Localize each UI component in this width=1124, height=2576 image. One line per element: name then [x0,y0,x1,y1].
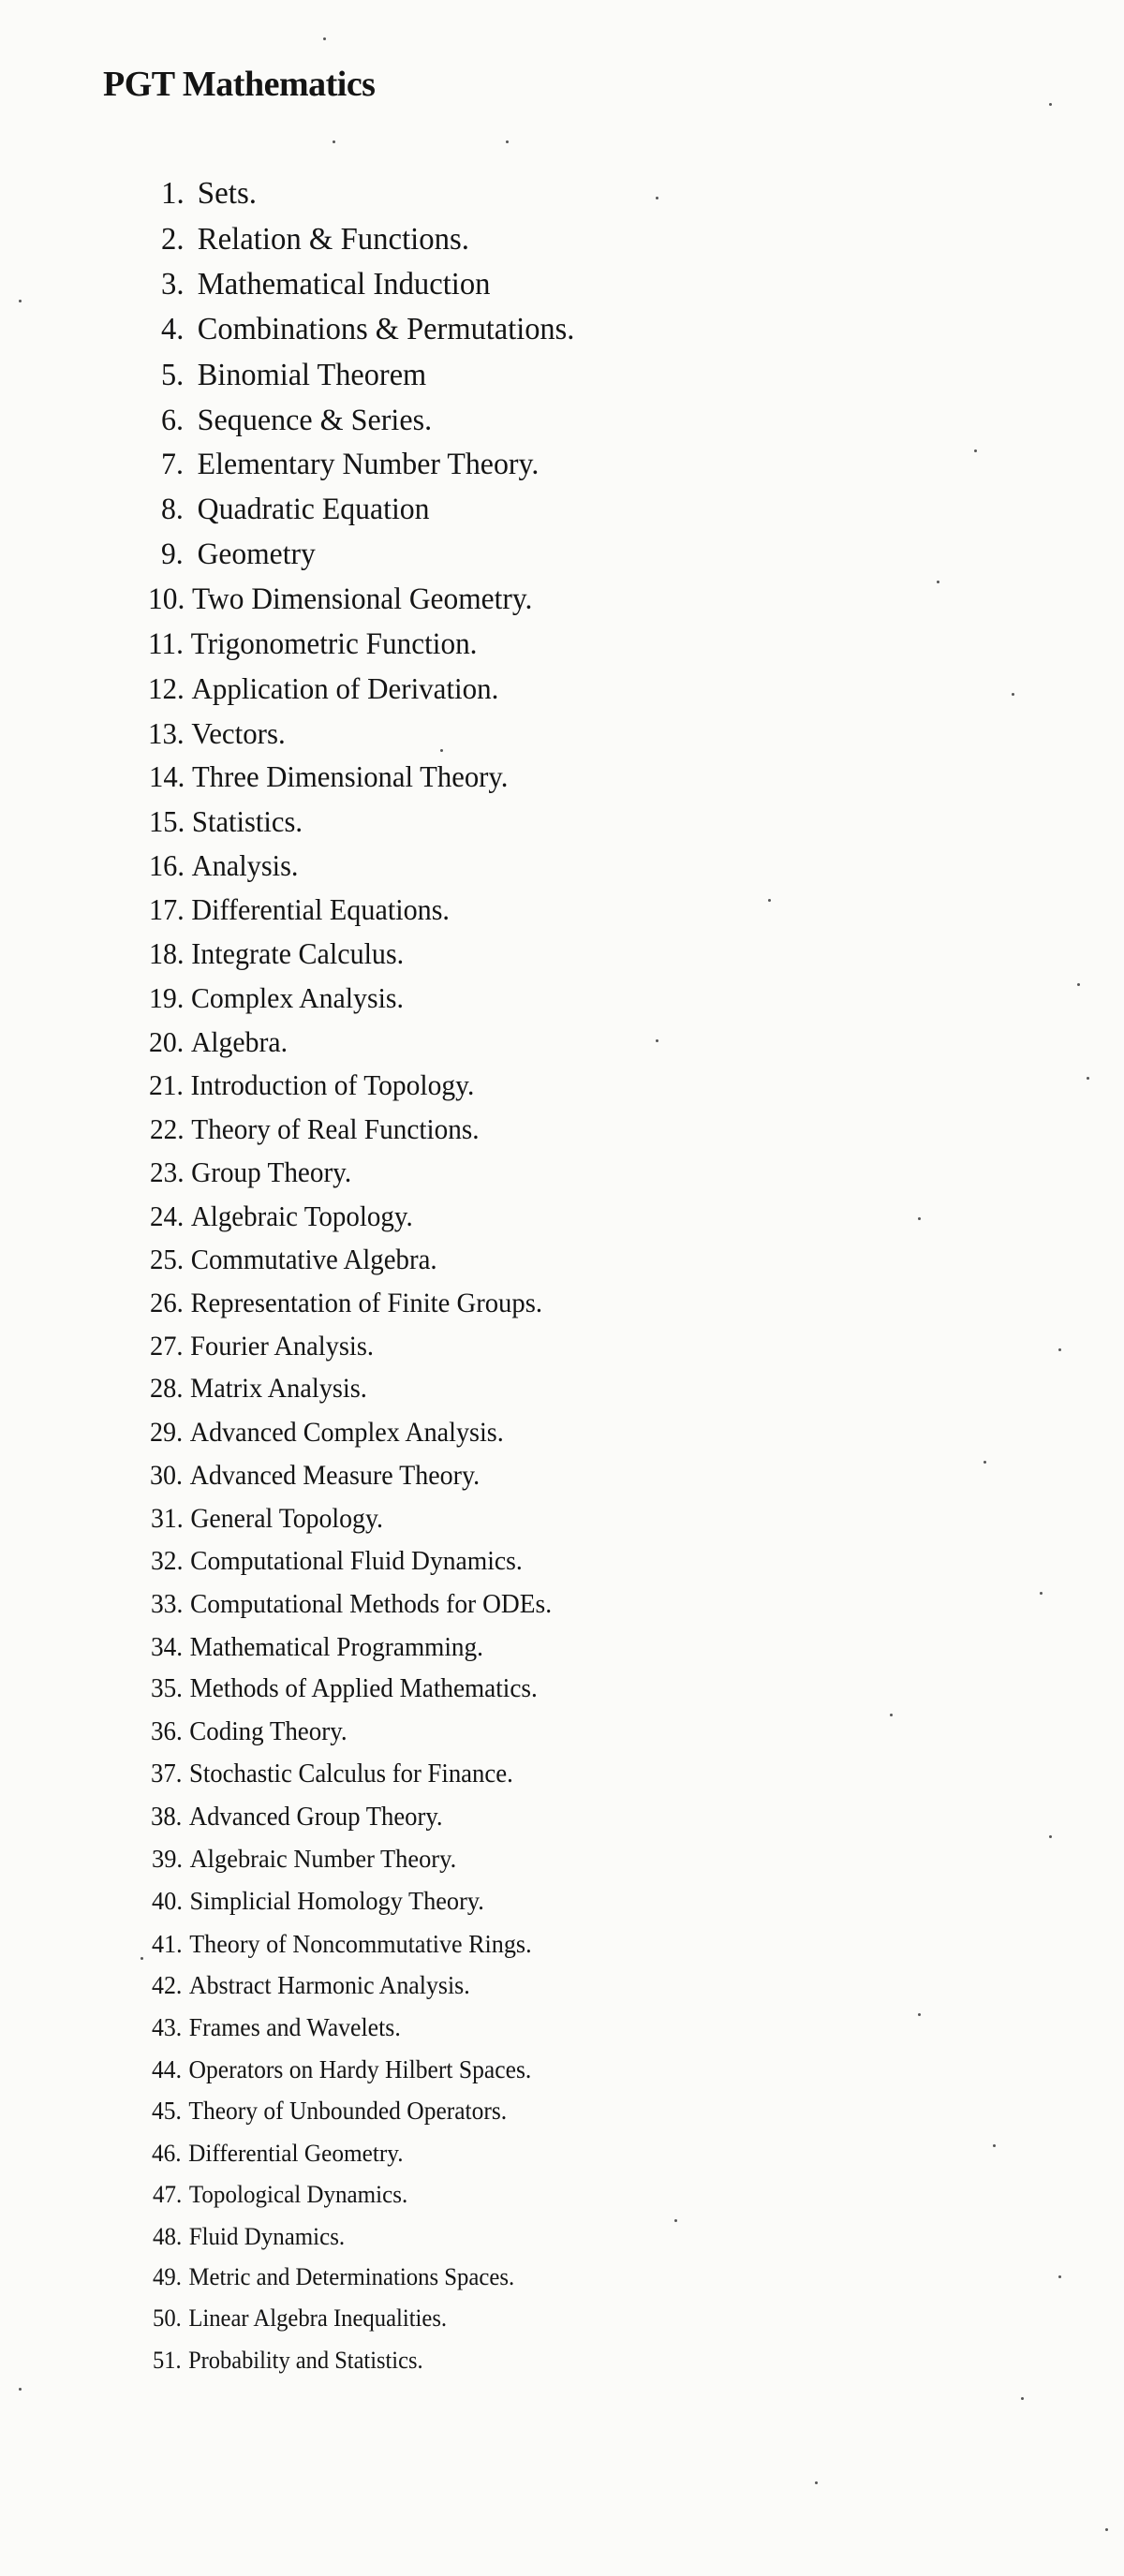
topic-number: 49. [153,2263,182,2290]
topic-number: 1. [161,176,185,211]
scan-speck [984,1461,986,1464]
topic-label: Fluid Dynamics. [188,2222,346,2250]
scan-speck [674,2219,677,2222]
topic-number: 4. [161,312,185,346]
topic-label: Complex Analysis. [190,981,404,1014]
topic-label: Theory of Unbounded Operators. [188,2097,508,2125]
topic-number: 25. [150,1244,185,1275]
topic-number: 33. [151,1589,184,1619]
topic-item [149,851,299,881]
topic-item [150,1376,367,1404]
topic-item [150,1463,480,1490]
topic-label: Stochastic Calculus for Finance. [188,1759,513,1788]
topic-number: 46. [152,2139,182,2167]
scan-speck [1049,103,1052,106]
scan-speck [656,1039,658,1042]
topic-label: Elementary Number Theory. [197,448,540,481]
topic-label: Algebraic Topology. [190,1200,413,1232]
topic-label: Topological Dynamics. [188,2180,408,2208]
topic-item [161,539,316,570]
topic-number: 37. [151,1759,183,1788]
topic-item [152,1973,470,1998]
topic-item [161,178,257,210]
topic-number: 3. [161,267,185,302]
topic-label: Sets. [197,176,258,211]
topic-number: 45. [152,2097,182,2125]
topic-number: 48. [153,2222,183,2250]
topic-item [148,584,532,615]
topic-number: 26. [150,1288,184,1318]
topic-item [161,314,574,346]
topic-item [150,1245,437,1273]
topic-label: Computational Methods for ODEs. [189,1589,553,1619]
topic-label: Introduction of Topology. [190,1069,475,1101]
topic-label: Fourier Analysis. [190,1331,374,1362]
topic-item [152,2141,404,2166]
topic-number: 20. [149,1025,185,1058]
topic-item [149,939,404,968]
scan-speck [815,2481,818,2484]
scan-speck [1049,1835,1052,1838]
topic-label: Theory of Noncommutative Rings. [189,1929,532,1958]
topic-item [149,895,450,924]
topic-label: Mathematical Induction [197,267,491,302]
topic-item [151,1761,513,1788]
topic-item [151,1804,443,1831]
topic-item [152,1847,456,1873]
topic-item [153,2182,407,2207]
topic-number: 16. [149,849,185,882]
topic-item [150,1202,413,1230]
topic-label: Sequence & Series. [197,403,433,437]
topic-item [161,360,426,390]
topic-label: Advanced Group Theory. [188,1803,443,1832]
topic-label: Frames and Wavelets. [188,2013,401,2041]
topic-number: 9. [161,537,184,571]
topic-item [149,1071,474,1100]
topic-item [161,405,432,435]
topic-label: Linear Algebra Inequalities. [188,2304,448,2332]
topic-number: 32. [151,1546,184,1576]
topic-label: Metric and Determinations Spaces. [188,2263,515,2290]
topic-item [149,762,508,792]
scan-speck [1021,2397,1024,2400]
topic-label: Two Dimensional Geometry. [192,582,533,616]
topic-number: 23. [150,1156,185,1188]
topic-label: Quadratic Equation [197,493,430,526]
topic-item [151,1591,552,1618]
topic-number: 35. [151,1674,183,1703]
topic-number: 19. [149,981,185,1014]
topic-label: Simplicial Homology Theory. [189,1887,484,1916]
topic-number: 22. [150,1113,185,1145]
topic-number: 18. [149,937,185,970]
scan-speck [993,2144,996,2147]
scan-speck [1087,1077,1089,1080]
scan-speck [656,197,658,199]
topic-item [153,2348,423,2373]
topic-number: 42. [152,1971,183,1999]
topic-number: 36. [151,1717,183,1746]
topic-label: Differential Geometry. [188,2139,404,2167]
topic-item [151,1719,348,1745]
topic-number: 29. [150,1418,184,1448]
topic-item [151,1676,538,1703]
topic-item [151,1548,523,1575]
scan-speck [140,1957,143,1960]
topic-number: 17. [149,893,185,926]
topic-number: 34. [151,1632,184,1662]
topic-number: 28. [150,1374,184,1404]
topic-label: Coding Theory. [189,1717,348,1746]
scan-speck [768,899,771,902]
topic-label: Application of Derivation. [191,671,499,705]
topic-number: 21. [149,1069,184,1101]
topic-label: General Topology. [190,1504,383,1534]
topic-item [150,1420,504,1448]
topic-number: 2. [161,222,185,257]
topic-label: Analysis. [191,849,299,882]
topic-number: 38. [151,1803,183,1832]
scan-speck [1012,693,1014,696]
topic-label: Differential Equations. [191,893,450,926]
topic-label: Trigonometric Function. [190,627,478,661]
scan-speck [1040,1592,1043,1595]
topic-label: Integrate Calculus. [191,937,405,970]
topic-number: 15. [149,805,185,838]
topic-number: 6. [161,403,185,437]
topic-number: 31. [151,1504,184,1534]
topic-item [150,1158,351,1187]
topic-label: Combinations & Permutations. [197,312,575,346]
topic-label: Computational Fluid Dynamics. [190,1546,523,1576]
topic-number: 44. [152,2055,182,2083]
topic-label: Representation of Finite Groups. [190,1288,543,1318]
topic-item [153,2224,345,2249]
scan-speck [440,749,443,752]
topic-label: Theory of Real Functions. [191,1113,480,1145]
topic-item [161,224,469,256]
topic-number: 24. [150,1200,185,1232]
topic-item [152,1931,532,1957]
topic-number: 7. [161,448,184,481]
scan-speck [19,300,22,302]
topic-number: 50. [153,2304,182,2332]
scan-speck [333,140,335,143]
topic-item [161,494,430,525]
topic-label: Methods of Applied Mathematics. [189,1674,538,1703]
topic-item [148,629,477,659]
scan-speck [1105,2528,1108,2531]
topic-label: Advanced Measure Theory. [189,1461,481,1491]
topic-item [151,1506,383,1533]
topic-label: Algebra. [190,1025,288,1058]
topic-number: 10. [148,582,185,616]
scan-speck [974,449,977,452]
topic-number: 47. [153,2180,183,2208]
topic-label: Geometry [197,537,316,571]
topic-number: 51. [153,2347,182,2374]
topic-number: 41. [152,1929,183,1958]
page-title: PGT Mathematics [103,65,376,104]
topic-item [153,2265,514,2289]
topic-label: Commutative Algebra. [190,1244,437,1275]
topic-label: Algebraic Number Theory. [189,1845,457,1874]
topic-label: Mathematical Programming. [189,1632,484,1662]
topic-number: 14. [149,760,185,793]
topic-label: Three Dimensional Theory. [192,760,509,793]
scan-speck [890,1714,893,1716]
topic-item [152,1889,484,1915]
scan-speck [19,2388,22,2391]
topic-number: 43. [152,2013,183,2041]
topic-number: 30. [150,1461,184,1491]
topic-label: Operators on Hardy Hilbert Spaces. [188,2055,532,2083]
topic-item [150,1115,480,1144]
topic-label: Binomial Theorem [197,358,427,392]
scan-speck [937,581,939,583]
topic-item [152,2098,507,2124]
topic-label: Group Theory. [191,1156,352,1188]
topic-number: 39. [152,1845,184,1874]
topic-item [149,807,303,837]
scan-speck [918,2013,921,2016]
topic-label: Abstract Harmonic Analysis. [188,1971,470,1999]
topic-item [148,718,286,748]
topic-number: 40. [152,1887,183,1916]
topic-label: Relation & Functions. [197,222,469,257]
topic-label: Matrix Analysis. [190,1374,367,1404]
scan-speck [1058,1348,1061,1351]
topic-number: 27. [150,1331,184,1362]
topic-number: 11. [148,627,184,661]
topic-label: Statistics. [191,805,303,838]
topic-number: 12. [148,671,185,705]
topic-item [152,2057,531,2083]
topic-label: Vectors. [191,716,286,750]
topic-item [153,2306,447,2331]
topic-number: 13. [148,716,185,750]
scan-speck [323,37,326,40]
topic-item [152,2015,401,2040]
scan-speck [1077,983,1080,986]
topic-item [151,1634,483,1661]
topic-item [148,673,498,703]
topic-item [149,1027,288,1056]
topic-label: Advanced Complex Analysis. [189,1418,504,1448]
topic-item [161,269,490,301]
scan-speck [506,140,509,143]
topic-item [150,1332,374,1361]
topic-item [150,1289,542,1317]
topic-number: 5. [161,358,185,392]
scan-speck [1058,2275,1061,2278]
topic-item [161,449,539,480]
topic-label: Probability and Statistics. [188,2347,423,2374]
topic-number: 8. [161,493,184,526]
topic-item [149,983,404,1012]
scan-speck [918,1217,921,1220]
